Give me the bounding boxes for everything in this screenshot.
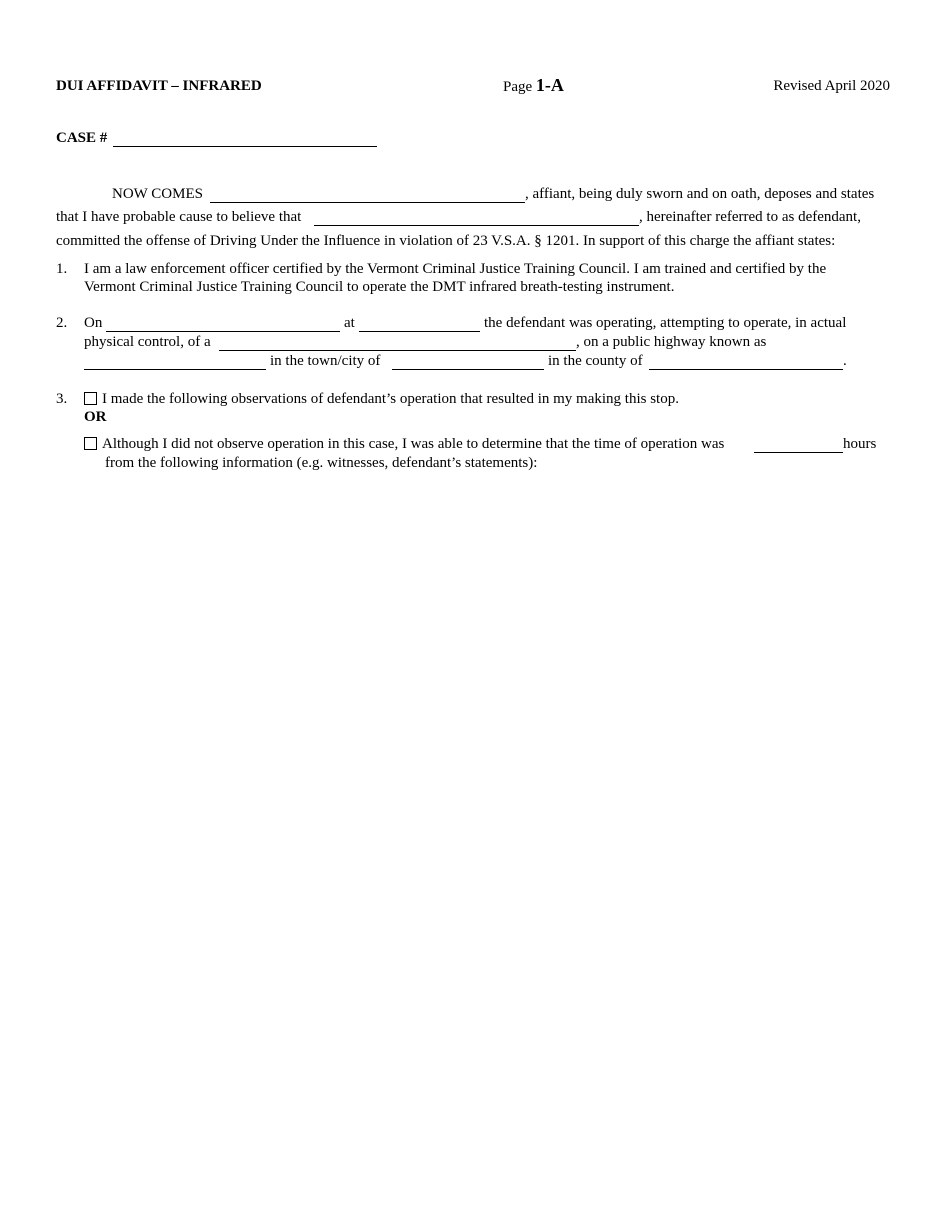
item-2-on-label: On xyxy=(84,315,103,331)
date-field[interactable] xyxy=(106,317,340,332)
hours-label: hours xyxy=(843,436,877,452)
probable-cause-text: that I have probable cause to believe that xyxy=(56,209,302,225)
no-observation-text-line-1: Although I did not observe operation in this case, I was able to determine that the time of operation was xyxy=(102,436,725,452)
observation-checkbox[interactable] xyxy=(84,392,97,405)
page-prefix: Page xyxy=(503,79,533,95)
item-1-number: 1. xyxy=(56,261,68,277)
no-observation-option xyxy=(84,435,724,453)
revision-date: Revised April 2020 xyxy=(773,78,890,94)
item-2-operating-text: the defendant was operating, attempting to operate, in actual xyxy=(484,315,847,331)
page-number: 1-A xyxy=(535,75,564,95)
operation-hours-field[interactable] xyxy=(754,438,843,453)
case-number-label: CASE # xyxy=(56,130,108,146)
observation-option-text: I made the following observations of defendant’s operation that resulted in my making this stop. xyxy=(102,391,679,407)
county-field[interactable] xyxy=(649,355,843,370)
town-field[interactable] xyxy=(392,355,544,370)
item-2-physical-control: physical control, of a xyxy=(84,334,211,350)
form-title: DUI AFFIDAVIT – INFRARED xyxy=(56,78,262,94)
item-2-number: 2. xyxy=(56,315,68,331)
page-indicator xyxy=(503,76,564,96)
offense-text: committed the offense of Driving Under the Influence in violation of 23 V.S.A. § 1201. In support of this charge the affiant states: xyxy=(56,233,836,249)
defendant-name-field[interactable] xyxy=(314,211,639,226)
item-3-number: 3. xyxy=(56,391,68,407)
or-label: OR xyxy=(84,409,107,425)
now-comes-label: NOW COMES xyxy=(112,186,203,202)
item-2-town-label: in the town/city of xyxy=(270,353,381,369)
item-1-line-2: Vermont Criminal Justice Training Council to operate the DMT infrared breath-testing instrument. xyxy=(84,279,675,295)
no-observation-text-line-2: from the following information (e.g. witnesses, defendant’s statements): xyxy=(105,455,538,471)
time-field[interactable] xyxy=(359,317,480,332)
item-2-period: . xyxy=(843,353,847,369)
item-2-public-highway: , on a public highway known as xyxy=(576,334,767,350)
affiant-text: , affiant, being duly sworn and on oath, deposes and states xyxy=(525,186,875,202)
item-2-at-label: at xyxy=(344,315,355,331)
observation-option xyxy=(84,390,679,408)
highway-field[interactable] xyxy=(84,355,266,370)
affiant-name-field[interactable] xyxy=(210,188,525,203)
item-1-line-1: I am a law enforcement officer certified by the Vermont Criminal Justice Training Council. I am trained and certified by the xyxy=(84,261,827,277)
no-observation-checkbox[interactable] xyxy=(84,437,97,450)
item-2-county-label: in the county of xyxy=(548,353,643,369)
case-number-field[interactable] xyxy=(113,132,377,147)
vehicle-field[interactable] xyxy=(219,336,576,351)
defendant-text: , hereinafter referred to as defendant, xyxy=(639,209,861,225)
